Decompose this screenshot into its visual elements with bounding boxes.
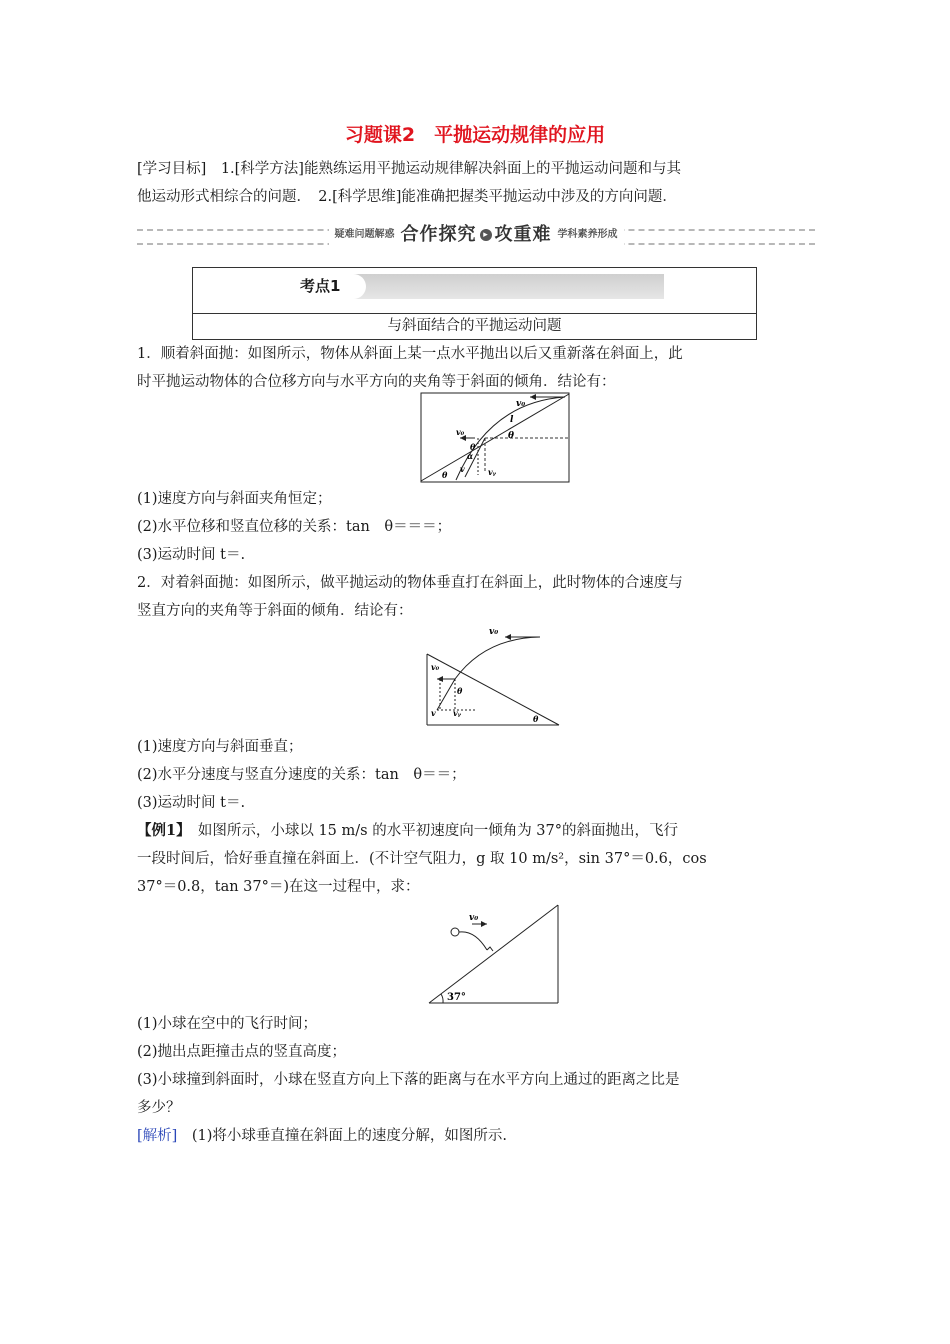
fig2-label-v0-left: v₀: [431, 662, 440, 672]
fig1-label-theta-mid: θ: [508, 431, 515, 441]
fig3-label-v0: v₀: [469, 913, 479, 923]
question-1: (1)小球在空中的飞行时间；: [137, 1016, 318, 1032]
section2-item-2: (2)水平分速度与竖直分速度的关系：tan θ＝＝；: [137, 767, 466, 783]
analysis-tag: [解析]: [137, 1128, 178, 1144]
section1-item-2: (2)水平位移和竖直位移的关系：tan θ＝＝＝；: [137, 519, 452, 535]
fig2-label-v0-top: v₀: [489, 627, 499, 637]
section1-item-3: (3)运动时间 t＝.: [137, 547, 246, 563]
fig1-label-l: l: [510, 415, 514, 425]
example-line1: [137, 817, 815, 845]
topic-box: [192, 267, 757, 340]
question-3-line1: (3)小球撞到斜面时，小球在竖直方向上下落的距离与在水平方向上通过的距离之比是: [137, 1072, 680, 1088]
banner-main-text-2: 攻重难: [494, 224, 552, 245]
fig2-label-theta-base: θ: [533, 714, 539, 724]
section1-item-1: (1)速度方向与斜面夹角恒定；: [137, 491, 332, 507]
fig2-label-v: v: [431, 708, 436, 718]
chevron-right-icon: ▸: [480, 229, 492, 241]
analysis-text: (1)将小球垂直撞在斜面上的速度分解，如图所示.: [177, 1128, 507, 1144]
fig2-label-theta-mid: θ: [457, 686, 463, 696]
example-line2: 一段时间后，恰好垂直撞在斜面上．(不计空气阻力，g 取 10 m/s²，sin 37°＝0.6，cos: [137, 851, 707, 867]
analysis-line: [137, 1122, 815, 1150]
fig1-label-alpha: α: [467, 451, 474, 461]
example-line3: 37°＝0.8，tan 37°＝)在这一过程中，求：: [137, 879, 420, 895]
section2-item-3: (3)运动时间 t＝.: [137, 795, 246, 811]
fig1-label-theta-base: θ: [442, 470, 448, 480]
question-2: (2)抛出点距撞击点的竖直高度；: [137, 1044, 347, 1060]
topic-tab: [288, 274, 664, 299]
fig1-label-theta-small: θ: [470, 442, 476, 452]
fig1-label-v0-top: v₀: [516, 399, 526, 409]
section1-intro-line1: 1．顺着斜面抛：如图所示，物体从斜面上某一点水平抛出以后又重新落在斜面上，此: [137, 346, 683, 362]
section1-intro-line2: 时平抛运动物体的合位移方向与水平方向的夹角等于斜面的倾角．结论有：: [137, 374, 616, 390]
banner-left-text: 疑难问题解惑: [334, 229, 395, 240]
example-tag: 【例1】: [137, 822, 184, 839]
section-banner: [137, 220, 815, 250]
fig1-label-vy: vᵧ: [488, 467, 496, 477]
fig1-label-v0-left: v₀: [456, 427, 465, 437]
learning-goals-line2: 他运动形式相综合的问题． 2.[科学思维]能准确把握类平抛运动中涉及的方向问题．: [137, 189, 677, 205]
banner-right-text: 学科素养形成: [557, 229, 618, 240]
section2-intro-line1: 2．对着斜面抛：如图所示，做平抛运动的物体垂直打在斜面上，此时物体的合速度与: [137, 575, 683, 591]
section2-item-1: (1)速度方向与斜面垂直；: [137, 739, 303, 755]
banner-main-text-1: 合作探究: [400, 224, 477, 245]
example-line1-text: 如图所示，小球以 15 m/s 的水平初速度向一倾角为 37°的斜面抛出，飞行: [183, 823, 679, 839]
learning-goals-line1: [学习目标] 1.[科学方法]能熟练运用平抛运动规律解决斜面上的平抛运动问题和与其: [137, 161, 681, 177]
figure-incline-37: [427, 902, 561, 1006]
figure-slope-throw: [420, 392, 570, 484]
figure-toward-slope-throw: [425, 624, 561, 728]
fig3-label-angle: 37°: [447, 992, 466, 1003]
topic-label: 考点1: [288, 274, 366, 299]
fig2-label-vy: vᵧ: [453, 708, 461, 718]
page-title: 习题课2 平抛运动规律的应用: [344, 124, 606, 146]
topic-subtitle: 与斜面结合的平抛运动问题: [387, 318, 562, 334]
section2-intro-line2: 竖直方向的夹角等于斜面的倾角．结论有：: [137, 603, 413, 619]
fig1-label-v: v: [460, 464, 465, 474]
question-3-line2: 多少？: [137, 1100, 181, 1116]
